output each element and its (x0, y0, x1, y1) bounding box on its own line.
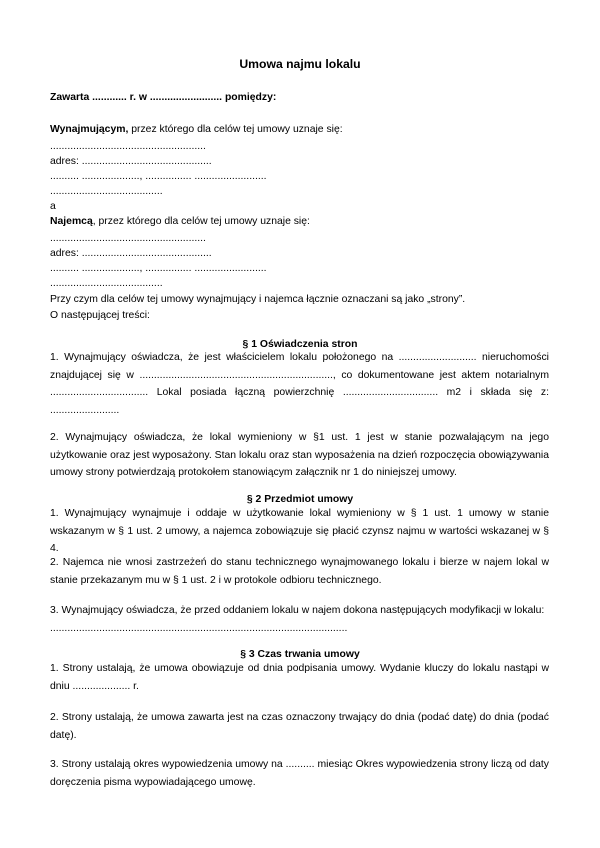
section-3-heading: § 3 Czas trwania umowy (240, 649, 360, 660)
landlord-extra-field: ....................................... (50, 186, 163, 197)
section-2-dotted-field: ....................................................................................................... (50, 623, 348, 634)
tenant-intro (50, 215, 310, 228)
section-2-paragraph-2: 2. Najemca nie wnosi zastrzeżeń do stanu technicznego wynajmowanego lokalu i bierze w najem lokal w stanie przekazanym mu w § 1 ust. 2 i w protokole odbioru technicznego. (50, 557, 549, 586)
tenant-address-field: adres: ............................................. (50, 248, 212, 259)
parties-note: Przy czym dla celów tej umowy wynajmujący i najemca łącznie oznaczani są jako „strony”. (50, 294, 466, 305)
concluded-line: Zawarta ............ r. w ......................... pomiędzy: (50, 92, 277, 103)
section-1-paragraph-1: 1. Wynajmujący oświadcza, że jest właścicielem lokalu położonego na ........................... nieruchomości znajdującej się w ..................................................................., co dokumentowane jest aktem notarialnym .................................. Lokal posiada łączną powierzchnię ................................. m2 i składa się z: ........................ (50, 352, 549, 416)
tenant-city-field: .......... ...................., ................ ......................... (50, 263, 267, 274)
section-3-paragraph-1: 1. Strony ustalają, że umowa obowiązuje od dnia podpisania umowy. Wydanie kluczy do lokalu nastąpi w dniu .................... r. (50, 663, 549, 692)
section-3-paragraph-3: 3. Strony ustalają okres wypowiedzenia umowy na .......... miesiąc Okres wypowiedzenia strony liczą od daty doręczenia pisma wypowiadającego umowę. (50, 759, 549, 788)
section-1-paragraph-2: 2. Wynajmujący oświadcza, że lokal wymieniony w §1 ust. 1 jest w stanie pozwalającym na jego użytkowanie oraz jest wyposażony. Stan lokalu oraz stan wyposażenia na dzień rozpoczęcia obowiązywania umowy strony potwierdzają protokołem stanowiącym załącznik nr 1 do niniejszej umowy. (50, 432, 549, 478)
section-1-heading: § 1 Oświadczenia stron (242, 339, 358, 350)
tenant-extra-field: ....................................... (50, 278, 163, 289)
landlord-name-field: ...................................................... (50, 141, 206, 152)
section-2-paragraph-3: 3. Wynajmujący oświadcza, że przed oddaniem lokalu w najem dokona następujących modyfikacji w lokalu: (50, 605, 545, 616)
following-text: O następującej treści: (50, 310, 150, 321)
section-2-heading: § 2 Przedmiot umowy (246, 494, 354, 505)
conjunction-text: a (50, 201, 56, 212)
landlord-intro-text: przez którego dla celów tej umowy uznaje się: (128, 124, 343, 135)
landlord-label: Wynajmującym, (50, 124, 129, 135)
document-title: Umowa najmu lokalu (239, 57, 361, 71)
landlord-city-field: .......... ...................., ................ ......................... (50, 171, 267, 182)
landlord-address-field: adres: ............................................. (50, 156, 212, 167)
tenant-label: Najemcą (50, 216, 93, 227)
tenant-intro-text: , przez którego dla celów tej umowy uznaje się: (92, 216, 310, 227)
section-2-paragraph-1: 1. Wynajmujący wynajmuje i oddaje w użytkowanie lokal wymieniony w § 1 ust. 1 umowy w stanie wskazanym w § 1 ust. 2 umowy, a najemca zobowiązuje się płacić czynsz najmu w wartości wskazanej w § 4. (50, 508, 549, 554)
landlord-intro (50, 123, 343, 136)
tenant-name-field: ...................................................... (50, 233, 206, 244)
section-3-paragraph-2: 2. Strony ustalają, że umowa zawarta jest na czas oznaczony trwający do dnia (podać datę) do dnia (podać datę). (50, 712, 549, 741)
